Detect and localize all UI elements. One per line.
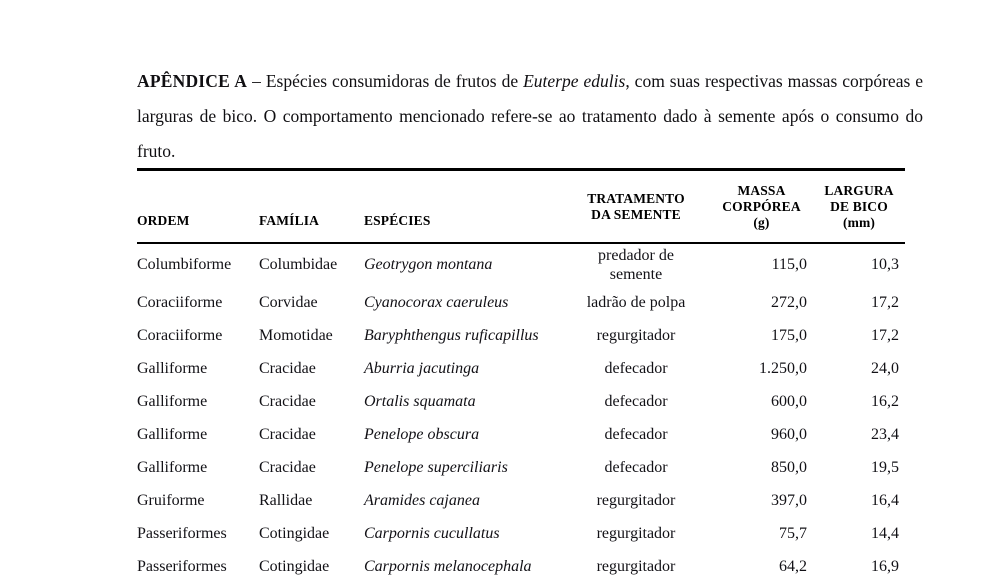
massa-header-line2: CORPÓREA bbox=[722, 198, 801, 214]
species-table bbox=[137, 171, 905, 242]
cell-largura-bico: 23,4 bbox=[871, 425, 899, 443]
cell-largura-bico: 14,4 bbox=[871, 524, 899, 542]
caption-dash: – bbox=[247, 70, 266, 91]
massa-header-line1: MASSA bbox=[737, 182, 786, 198]
cell-massa-corporea: 850,0 bbox=[771, 458, 807, 476]
tratamento-line1: defecador bbox=[604, 360, 668, 377]
cell-especie: Carpornis melanocephala bbox=[364, 557, 532, 575]
cell-familia: Cracidae bbox=[259, 359, 316, 377]
cell-familia: Cracidae bbox=[259, 425, 316, 443]
cell-massa-corporea: 115,0 bbox=[771, 256, 807, 273]
cell-ordem: Galliforme bbox=[137, 359, 208, 377]
cell-ordem: Columbiforme bbox=[137, 256, 232, 273]
cell-especie: Penelope superciliaris bbox=[364, 458, 508, 476]
tratamento-line1: regurgitador bbox=[596, 525, 676, 542]
cell-tratamento bbox=[562, 550, 710, 583]
table-row bbox=[137, 385, 905, 418]
table-row bbox=[137, 418, 905, 451]
cell-largura-bico: 17,2 bbox=[871, 326, 899, 344]
cell-massa-corporea: 64,2 bbox=[779, 557, 807, 575]
cell-especie: Ortalis squamata bbox=[364, 392, 476, 410]
tratamento-line1: defecador bbox=[604, 393, 668, 410]
table-row bbox=[137, 550, 905, 583]
cell-tratamento bbox=[562, 244, 710, 286]
cell-especie: Geotrygon montana bbox=[364, 256, 493, 273]
column-header-ordem: ORDEM bbox=[137, 213, 190, 228]
tratamento-line1: defecador bbox=[604, 459, 668, 476]
cell-familia: Cotingidae bbox=[259, 524, 330, 542]
table-row bbox=[137, 451, 905, 484]
cell-massa-corporea: 75,7 bbox=[779, 524, 807, 542]
cell-tratamento bbox=[562, 385, 710, 418]
tratamento-line1: regurgitador bbox=[596, 558, 676, 575]
column-header-especies: ESPÉCIES bbox=[364, 213, 431, 228]
appendix-label: APÊNDICE A bbox=[137, 70, 248, 91]
tratamento-header-line2: DA SEMENTE bbox=[591, 206, 681, 222]
tratamento-line1: defecador bbox=[604, 426, 668, 443]
column-header-tratamento bbox=[562, 171, 710, 242]
table-row bbox=[137, 244, 905, 286]
cell-tratamento bbox=[562, 418, 710, 451]
cell-especie: Carpornis cucullatus bbox=[364, 524, 500, 542]
bico-header-unit: (mm) bbox=[842, 214, 876, 230]
tratamento-line1: regurgitador bbox=[596, 327, 676, 344]
table-row bbox=[137, 352, 905, 385]
cell-massa-corporea: 600,0 bbox=[771, 392, 807, 410]
cell-massa-corporea: 272,0 bbox=[771, 293, 807, 311]
cell-ordem: Galliforme bbox=[137, 425, 208, 443]
cell-tratamento bbox=[562, 517, 710, 550]
cell-largura-bico: 16,2 bbox=[871, 392, 899, 410]
cell-familia: Cracidae bbox=[259, 458, 316, 476]
species-table-body bbox=[137, 244, 905, 583]
bico-header-line2: DE BICO bbox=[830, 198, 888, 214]
tratamento-line1: regurgitador bbox=[596, 492, 676, 509]
caption-text-after: , com suas respectivas massas corpóreas e larguras de bico. O comportamento mencionado refere-se ao tratamento dado à semente após o consumo do fruto. bbox=[137, 70, 924, 161]
cell-massa-corporea: 397,0 bbox=[771, 491, 807, 509]
caption-species-italic: Euterpe edulis bbox=[523, 70, 626, 91]
appendix-table bbox=[137, 168, 905, 583]
tratamento-header-line1: TRATAMENTO bbox=[587, 190, 685, 206]
column-header-largura-bico bbox=[813, 171, 905, 242]
column-header-familia: FAMÍLIA bbox=[259, 213, 320, 228]
cell-familia: Cotingidae bbox=[259, 557, 330, 575]
cell-ordem: Gruiforme bbox=[137, 491, 205, 509]
cell-largura-bico: 24,0 bbox=[871, 359, 899, 377]
cell-ordem: Passeriformes bbox=[137, 524, 227, 542]
cell-tratamento bbox=[562, 484, 710, 517]
cell-ordem: Galliforme bbox=[137, 458, 208, 476]
cell-ordem: Coraciiforme bbox=[137, 326, 223, 344]
cell-especie: Baryphthengus ruficapillus bbox=[364, 326, 539, 344]
table-row bbox=[137, 286, 905, 319]
header-row bbox=[137, 171, 905, 242]
cell-massa-corporea: 175,0 bbox=[771, 326, 807, 344]
cell-tratamento bbox=[562, 286, 710, 319]
appendix-caption bbox=[137, 64, 923, 169]
cell-tratamento bbox=[562, 451, 710, 484]
cell-familia: Corvidae bbox=[259, 293, 318, 311]
bico-header-line1: LARGURA bbox=[824, 182, 894, 198]
tratamento-line2: semente bbox=[609, 266, 663, 283]
cell-ordem: Passeriformes bbox=[137, 557, 227, 575]
cell-largura-bico: 16,9 bbox=[871, 557, 899, 575]
cell-ordem: Coraciiforme bbox=[137, 293, 223, 311]
cell-especie: Cyanocorax caeruleus bbox=[364, 293, 509, 311]
column-header-massa-corporea bbox=[710, 171, 813, 242]
cell-familia: Momotidae bbox=[259, 326, 333, 344]
cell-largura-bico: 19,5 bbox=[871, 458, 899, 476]
table-row bbox=[137, 484, 905, 517]
table-row bbox=[137, 319, 905, 352]
table-body bbox=[137, 244, 905, 583]
cell-largura-bico: 16,4 bbox=[871, 491, 899, 509]
cell-massa-corporea: 1.250,0 bbox=[759, 359, 807, 377]
tratamento-line1: ladrão de polpa bbox=[586, 294, 686, 311]
table-row bbox=[137, 517, 905, 550]
cell-especie: Aburria jacutinga bbox=[364, 359, 480, 377]
cell-ordem: Galliforme bbox=[137, 392, 208, 410]
massa-header-unit: (g) bbox=[753, 214, 770, 230]
cell-especie: Penelope obscura bbox=[364, 425, 480, 443]
table-header bbox=[137, 171, 905, 242]
cell-largura-bico: 10,3 bbox=[871, 256, 899, 273]
cell-tratamento bbox=[562, 319, 710, 352]
cell-familia: Columbidae bbox=[259, 256, 338, 273]
cell-massa-corporea: 960,0 bbox=[771, 425, 807, 443]
cell-especie: Aramides cajanea bbox=[364, 491, 480, 509]
cell-largura-bico: 17,2 bbox=[871, 293, 899, 311]
cell-familia: Rallidae bbox=[259, 491, 313, 509]
cell-familia: Cracidae bbox=[259, 392, 316, 410]
cell-tratamento bbox=[562, 352, 710, 385]
caption-text-before: Espécies consumidoras de frutos de bbox=[265, 70, 524, 91]
tratamento-line1: predador de bbox=[598, 247, 674, 264]
